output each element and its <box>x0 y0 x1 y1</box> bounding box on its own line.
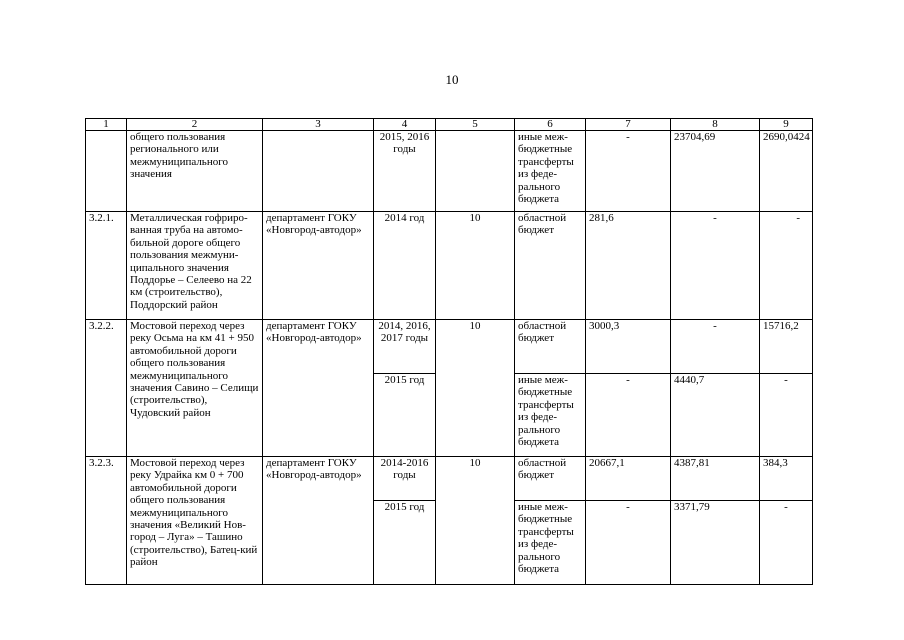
amount-cell-9: 15716,2 <box>760 320 813 374</box>
header-cell: 5 <box>436 119 515 131</box>
page-number: 10 <box>445 72 459 87</box>
header-cell: 9 <box>760 119 813 131</box>
amount-cell-8: - <box>671 320 760 374</box>
header-cell: 7 <box>586 119 671 131</box>
period-cell: 2015 год <box>374 501 436 585</box>
amount-cell-9: - <box>760 501 813 585</box>
amount-cell-7: 3000,3 <box>586 320 671 374</box>
source-cell: областной бюджет <box>515 212 586 320</box>
period-cell: 2015 год <box>374 374 436 457</box>
executor-cell <box>263 131 374 212</box>
amount-cell-7: 281,6 <box>586 212 671 320</box>
amount-cell-9: - <box>760 374 813 457</box>
source-cell: иные меж-бюджетные трансферты из феде-рального бюджета <box>515 501 586 585</box>
period-cell: 2015, 2016 годы <box>374 131 436 212</box>
header-cell: 8 <box>671 119 760 131</box>
program-table <box>85 118 813 585</box>
row-number-cell: 3.2.3. <box>86 457 127 585</box>
executor-cell: департамент ГОКУ «Новгород-автодор» <box>263 212 374 320</box>
amount-cell-9: 384,3 <box>760 457 813 501</box>
header-row <box>86 119 813 131</box>
amount-cell-9: 2690,0424 <box>760 131 813 212</box>
table-row <box>86 212 813 320</box>
amount-cell-8: 4440,7 <box>671 374 760 457</box>
source-cell: иные меж-бюджетные трансферты из феде-рального бюджета <box>515 131 586 212</box>
object-name-cell: Металлическая гофриро-ванная труба на автомо-бильной дороге общего пользования межмуни-ципального значения Поддорье – Селеево на 22 км (строительство), Поддорский район <box>127 212 263 320</box>
amount-cell-7: - <box>586 374 671 457</box>
amount-cell-7: - <box>586 131 671 212</box>
amount-cell-8: 23704,69 <box>671 131 760 212</box>
source-cell: иные меж-бюджетные трансферты из феде-рального бюджета <box>515 374 586 457</box>
executor-cell: департамент ГОКУ «Новгород-автодор» <box>263 457 374 585</box>
header-cell: 3 <box>263 119 374 131</box>
amount-cell-8: - <box>671 212 760 320</box>
source-cell: областной бюджет <box>515 457 586 501</box>
header-cell: 4 <box>374 119 436 131</box>
table-row <box>86 131 813 212</box>
indicator-cell: 10 <box>436 457 515 585</box>
source-cell: областной бюджет <box>515 320 586 374</box>
indicator-cell: 10 <box>436 320 515 457</box>
amount-cell-8: 3371,79 <box>671 501 760 585</box>
object-name-cell: Мостовой переход через реку Удрайка км 0 + 700 автомобильной дороги общего пользования межмуниципального значения «Великий Нов-город – Луга» – Ташино (строительство), Батец-кий район <box>127 457 263 585</box>
amount-cell-7: - <box>586 501 671 585</box>
header-cell: 1 <box>86 119 127 131</box>
period-cell: 2014 год <box>374 212 436 320</box>
executor-cell: департамент ГОКУ «Новгород-автодор» <box>263 320 374 457</box>
indicator-cell: 10 <box>436 212 515 320</box>
indicator-cell <box>436 131 515 212</box>
object-name-cell: общего пользования регионального или межмуниципального значения <box>127 131 263 212</box>
table-row <box>86 457 813 501</box>
object-name-cell: Мостовой переход через реку Осьма на км 41 + 950 автомобильной дороги общего пользования межмуниципального значения Савино – Селищи (строительство), Чудовский район <box>127 320 263 457</box>
amount-cell-7: 20667,1 <box>586 457 671 501</box>
amount-cell-8: 4387,81 <box>671 457 760 501</box>
row-number-cell: 3.2.1. <box>86 212 127 320</box>
period-cell: 2014, 2016, 2017 годы <box>374 320 436 374</box>
amount-cell-9: - <box>760 212 813 320</box>
header-cell: 2 <box>127 119 263 131</box>
row-number-cell: 3.2.2. <box>86 320 127 457</box>
header-cell: 6 <box>515 119 586 131</box>
period-cell: 2014-2016 годы <box>374 457 436 501</box>
table-row <box>86 320 813 374</box>
row-number-cell <box>86 131 127 212</box>
